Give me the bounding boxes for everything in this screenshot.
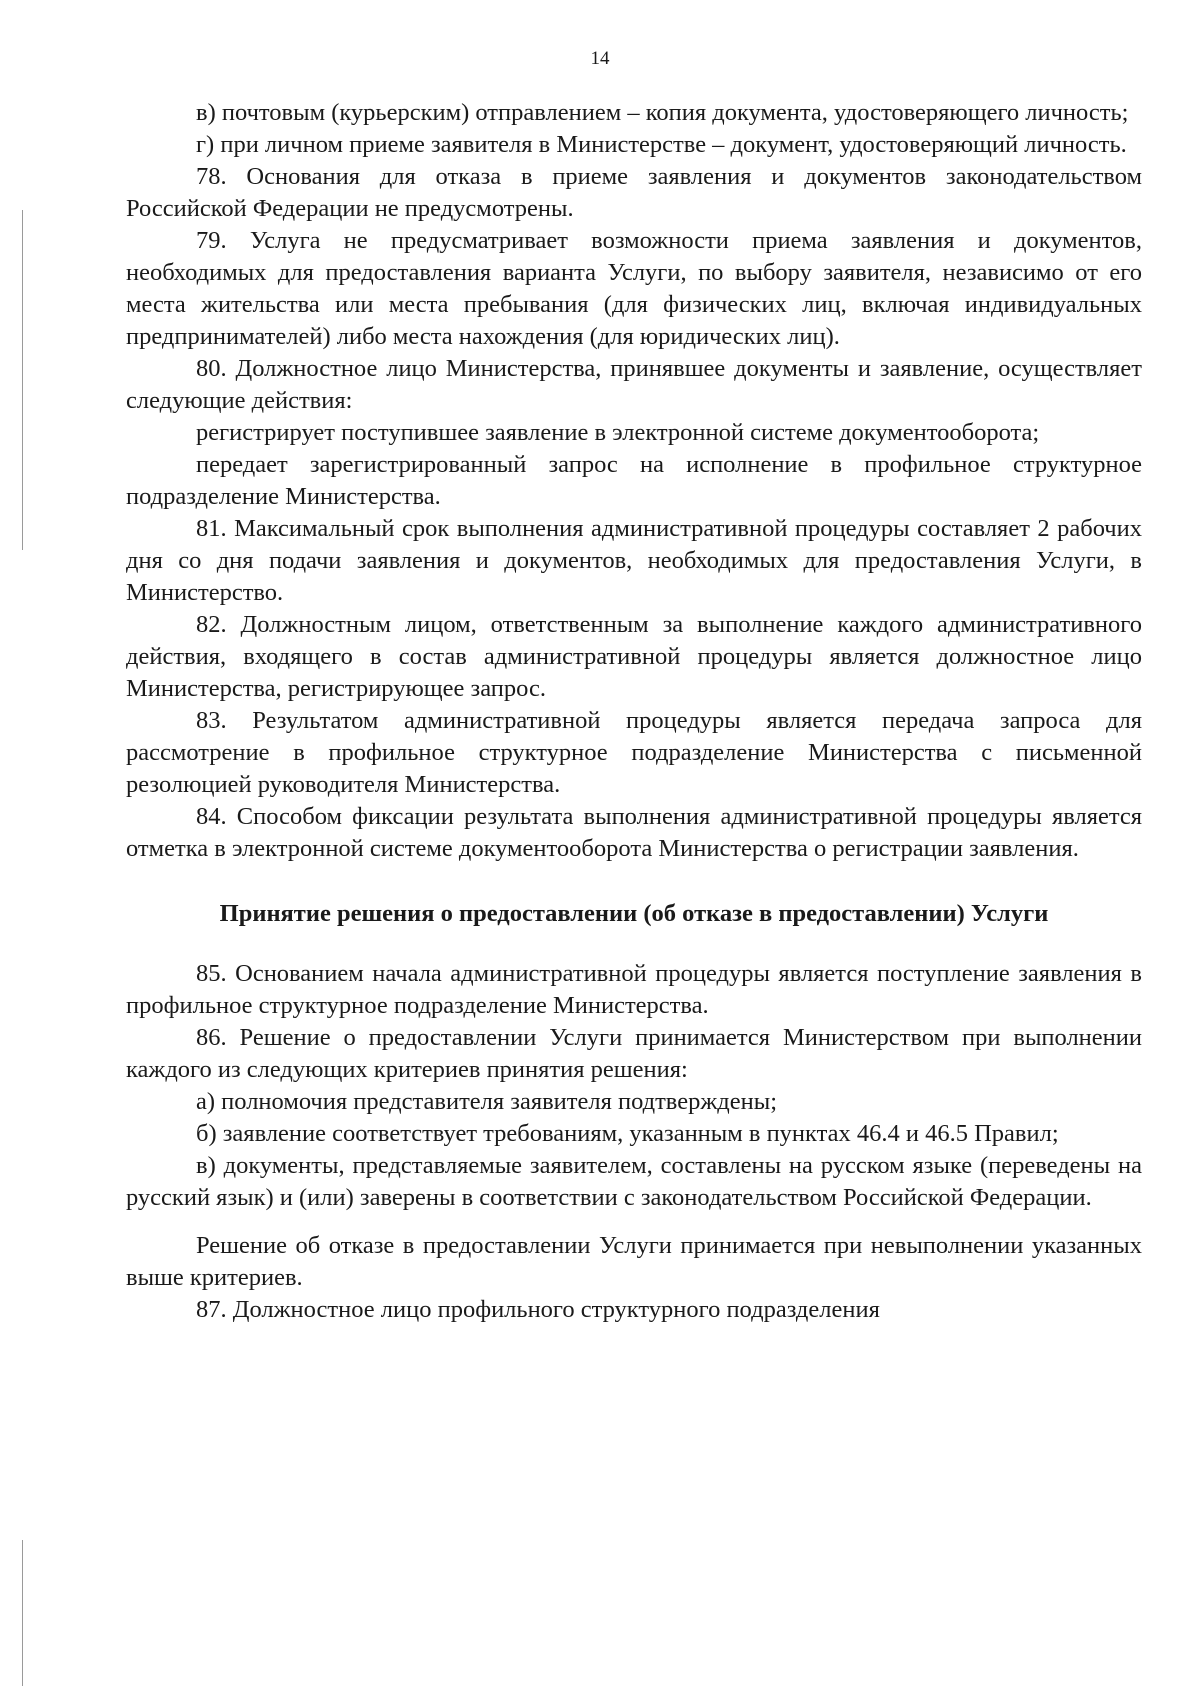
paragraph: 80. Должностное лицо Министерства, принявшее документы и заявление, осуществляет следующие действия: <box>126 355 1142 414</box>
paragraph: 78. Основания для отказа в приеме заявления и документов законодательством Российской Федерации не предусмотрены. <box>126 163 1142 222</box>
paragraph: 84. Способом фиксации результата выполнения административной процедуры является отметка в электронной системе документооборота Министерства о регистрации заявления. <box>126 803 1142 862</box>
paragraph: 85. Основанием начала административной процедуры является поступление заявления в профильное структурное подразделение Министерства. <box>126 960 1142 1019</box>
paragraph: 79. Услуга не предусматривает возможности приема заявления и документов, необходимых для предоставления варианта Услуги, по выбору заявителя, независимо от его места жительства или места пребывания (для физических лиц, включая индивидуальных предпринимателей) либо места нахождения (для юридических лиц). <box>126 227 1142 350</box>
paragraph: в) документы, представляемые заявителем, составлены на русском языке (переведены на русский язык) и (или) заверены в соответствии с законодательством Российской Федерации. <box>126 1152 1142 1211</box>
paragraph: 81. Максимальный срок выполнения административной процедуры составляет 2 рабочих дня со дня подачи заявления и документов, необходимых для предоставления Услуги, в Министерство. <box>126 515 1142 606</box>
section-heading: Принятие решения о предоставлении (об отказе в предоставлении) Услуги <box>219 900 1049 927</box>
paragraph: 87. Должностное лицо профильного структурного подразделения <box>196 1296 880 1323</box>
paragraph: б) заявление соответствует требованиям, указанным в пунктах 46.4 и 46.5 Правил; <box>196 1120 1059 1147</box>
paragraph: в) почтовым (курьерским) отправлением – копия документа, удостоверяющего личность; <box>196 99 1129 126</box>
scan-edge-line <box>22 1540 23 1686</box>
paragraph: передает зарегистрированный запрос на исполнение в профильное структурное подразделение Министерства. <box>126 451 1142 510</box>
document-body <box>126 97 1142 1326</box>
paragraph: 82. Должностным лицом, ответственным за выполнение каждого административного действия, входящего в состав административной процедуры является должностное лицо Министерства, регистрирующее запрос. <box>126 611 1142 702</box>
page-number: 14 <box>590 48 610 69</box>
paragraph-gap <box>126 1214 1142 1230</box>
paragraph: Решение об отказе в предоставлении Услуги принимается при невыполнении указанных выше критериев. <box>126 1232 1142 1291</box>
paragraph: а) полномочия представителя заявителя подтверждены; <box>196 1088 778 1115</box>
paragraph: 83. Результатом административной процедуры является передача запроса для рассмотрение в профильное структурное подразделение Министерства с письменной резолюцией руководителя Министерства. <box>126 707 1142 798</box>
scan-edge-line <box>22 210 23 550</box>
paragraph: регистрирует поступившее заявление в электронной системе документооборота; <box>196 419 1040 446</box>
paragraph: 86. Решение о предоставлении Услуги принимается Министерством при выполнении каждого из следующих критериев принятия решения: <box>126 1024 1142 1083</box>
paragraph: г) при личном приеме заявителя в Министерстве – документ, удостоверяющий личность. <box>196 131 1127 158</box>
